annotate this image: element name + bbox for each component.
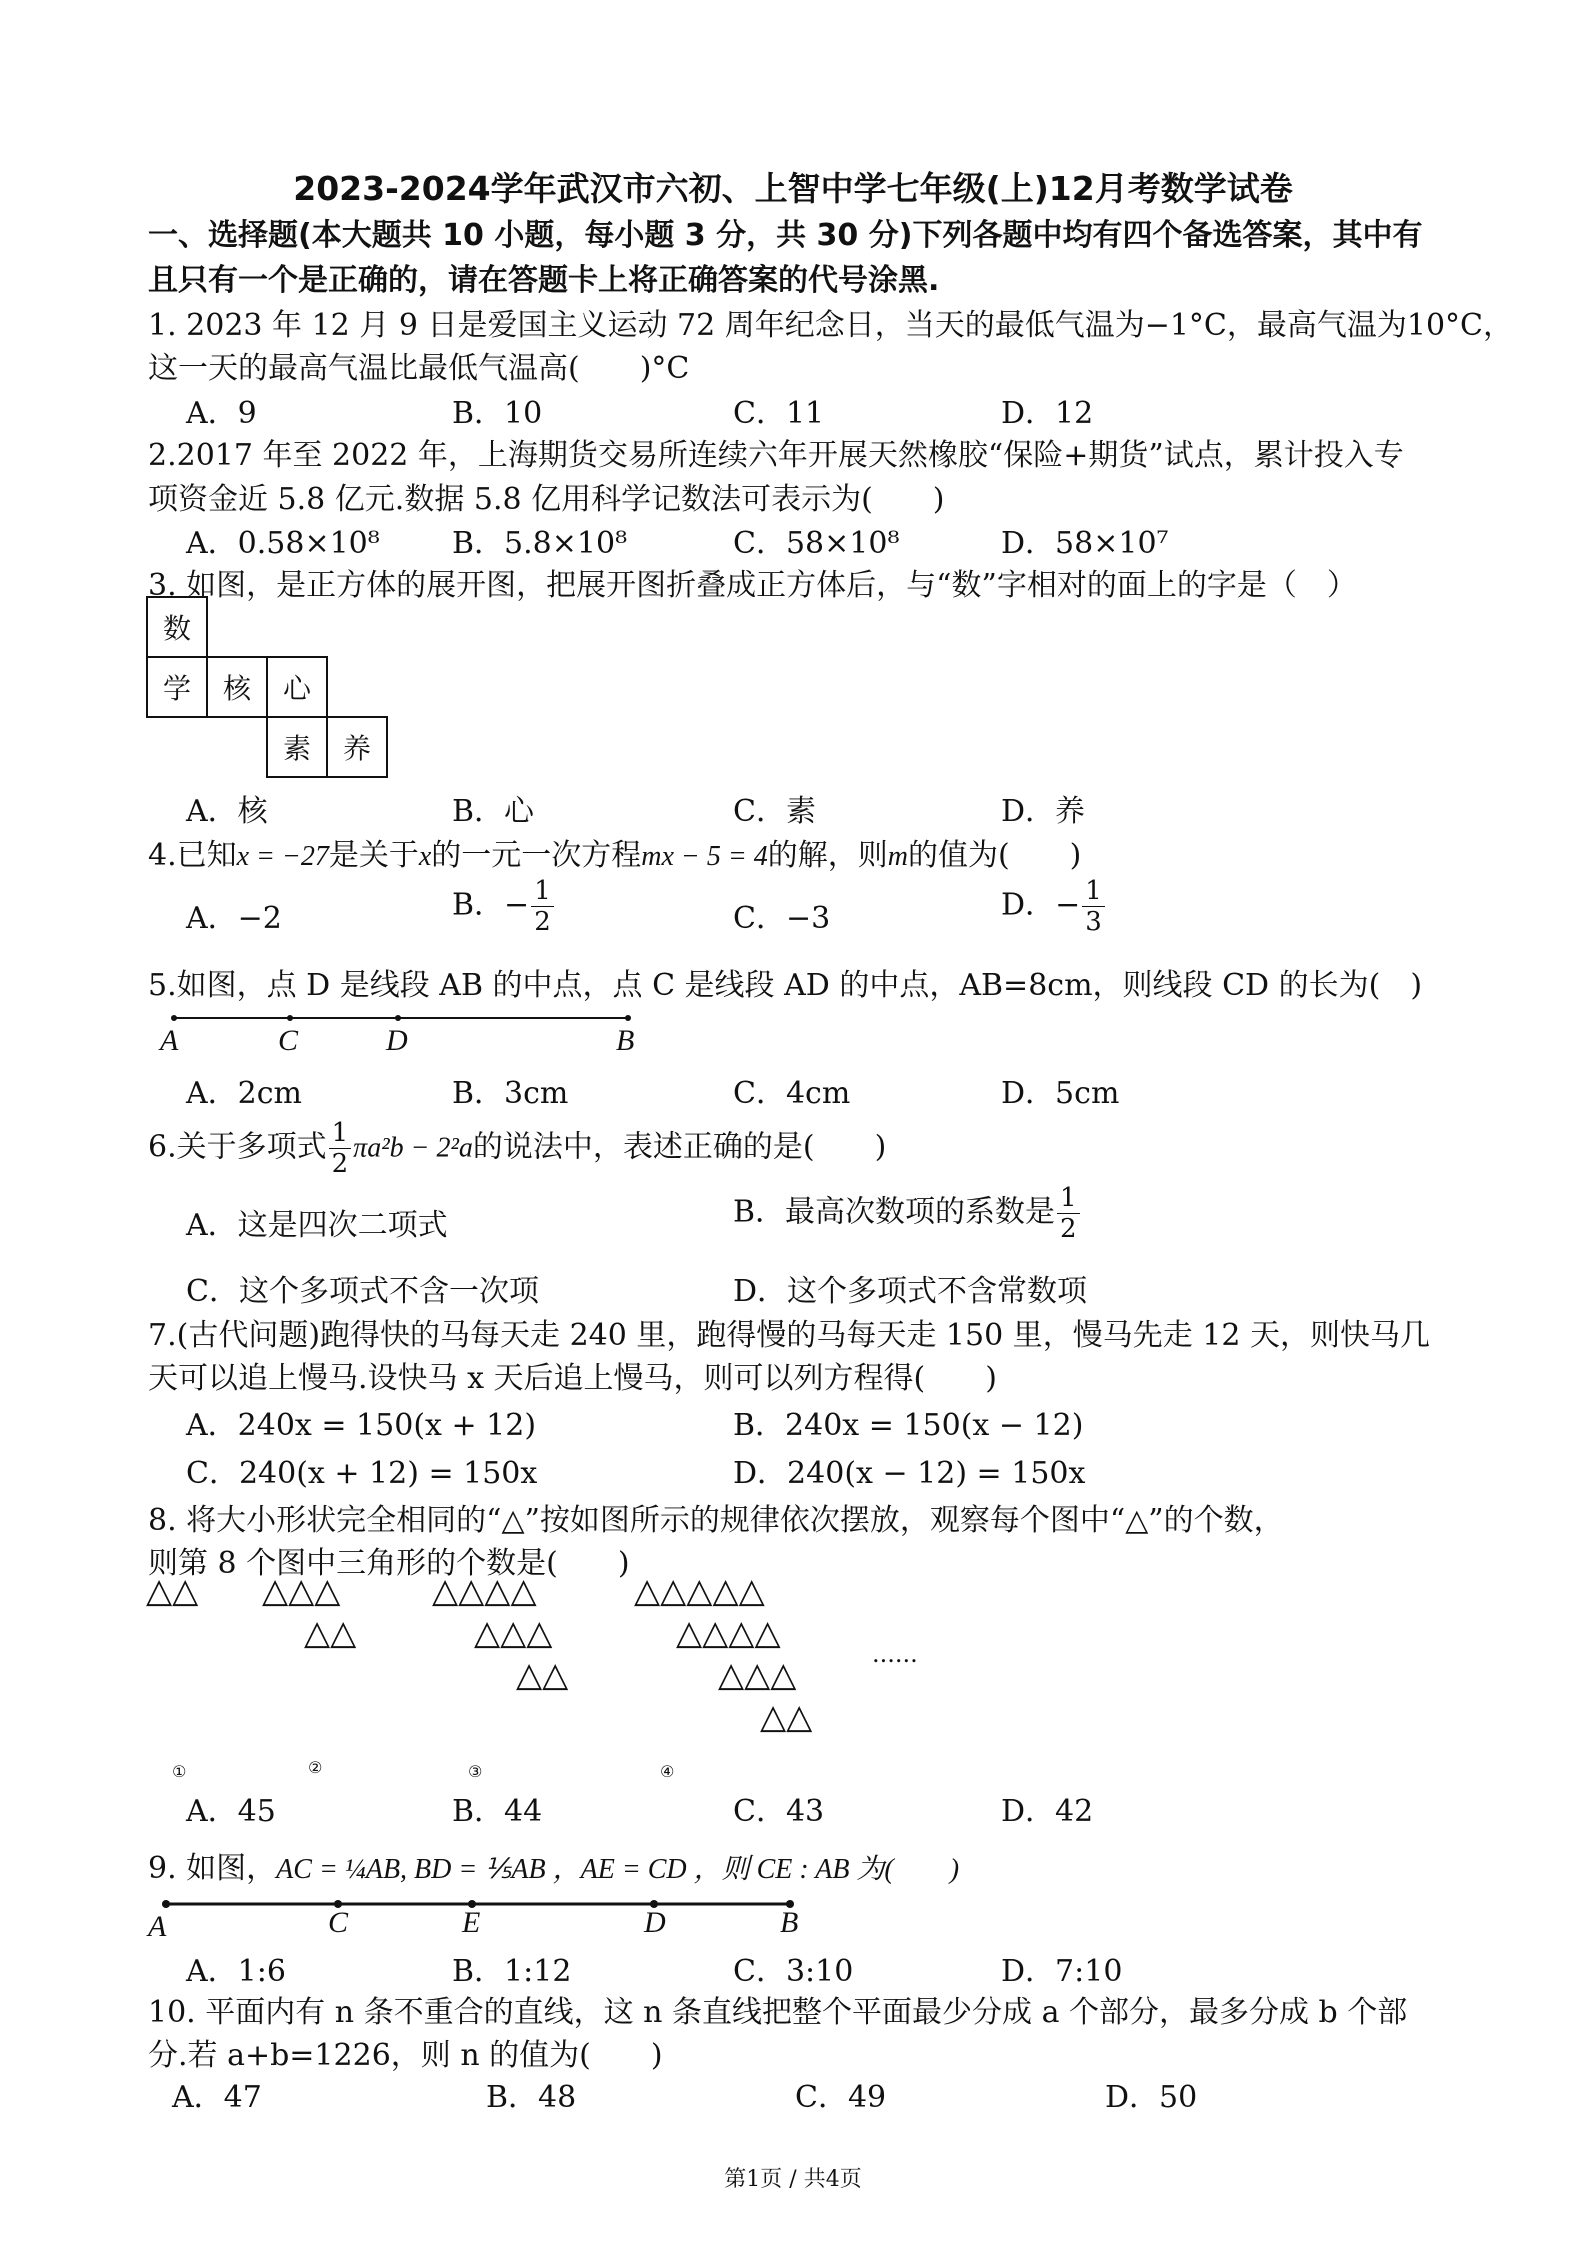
figure-label-3: ③ bbox=[468, 1762, 483, 1781]
q9-option-b: B．1:12 bbox=[452, 1954, 572, 1989]
q7-option-c: C．240(x + 12) = 150x bbox=[186, 1456, 538, 1491]
q6-option-a: A．这是四次二项式 bbox=[186, 1208, 448, 1243]
q9-eq: AC = ¼AB, BD = ⅕AB ，AE = CD ，则 CE : AB 为( ) bbox=[276, 1854, 960, 1885]
q2-option-c: C．58×10⁸ bbox=[733, 526, 900, 561]
q5-point-a: A bbox=[160, 1024, 179, 1057]
net-cell-xue: 学 bbox=[146, 656, 208, 718]
q4-mid2: 的一元一次方程 bbox=[431, 838, 642, 873]
q4-option-b-den: 2 bbox=[534, 907, 551, 937]
q3-option-c: C．素 bbox=[733, 794, 816, 829]
q5-option-a: A．2cm bbox=[186, 1076, 303, 1111]
q10-option-a: A．47 bbox=[172, 2080, 262, 2115]
pattern-ellipsis: ...... bbox=[872, 1640, 918, 1668]
q10-option-c: C．49 bbox=[795, 2080, 887, 2115]
triangle-icon: △△△△ bbox=[432, 1571, 537, 1611]
q9-point-b: B bbox=[780, 1906, 799, 1939]
net-cell-he: 核 bbox=[206, 656, 268, 718]
q6-option-b-label: B．最高次数项的系数是 bbox=[733, 1194, 1056, 1230]
q8-option-a: A．45 bbox=[186, 1794, 276, 1829]
q4-mid3: 的解，则 bbox=[767, 838, 888, 873]
triangle-icon: △△ bbox=[516, 1655, 569, 1695]
figure-label-4: ④ bbox=[660, 1762, 675, 1781]
page-title: 2023-2024学年武汉市六初、上智中学七年级(上)12月考数学试卷 bbox=[293, 169, 1293, 208]
q4-prefix: 4.已知 bbox=[148, 838, 237, 873]
q7-line2: 天可以追上慢马.设快马 x 天后追上慢马，则可以列方程得( ) bbox=[148, 1361, 997, 1396]
q6-option-b bbox=[733, 1183, 1082, 1244]
q8-option-c: C．43 bbox=[733, 1794, 825, 1829]
q2-option-a: A．0.58×10⁸ bbox=[186, 526, 380, 561]
q4-option-c: C．−3 bbox=[733, 901, 831, 936]
q7-option-b: B．240x = 150(x − 12) bbox=[733, 1408, 1084, 1443]
q10-option-d: D．50 bbox=[1105, 2080, 1198, 2115]
q4-eq1: x = −27 bbox=[236, 841, 329, 872]
q9-point-a: A bbox=[148, 1910, 167, 1943]
q6-stem bbox=[148, 1118, 886, 1179]
q1-option-a: A．9 bbox=[186, 396, 257, 431]
q4-option-d-den: 3 bbox=[1085, 907, 1102, 937]
q9-point-e: E bbox=[462, 1906, 481, 1939]
q9-option-c: C．3:10 bbox=[733, 1954, 854, 1989]
q2-option-d: D．58×10⁷ bbox=[1001, 526, 1169, 561]
q4-option-d-sign: − bbox=[1055, 887, 1081, 923]
q4-mid: 是关于 bbox=[328, 838, 419, 873]
q7-option-d: D．240(x − 12) = 150x bbox=[733, 1456, 1086, 1491]
triangle-icon: △△△ bbox=[262, 1571, 341, 1611]
q6-frac-num: 1 bbox=[329, 1118, 352, 1149]
q4-eq2: mx − 5 = 4 bbox=[641, 841, 768, 872]
triangle-icon: △△ bbox=[146, 1571, 199, 1611]
net-cell-xin: 心 bbox=[266, 656, 328, 718]
triangle-icon: △△△ bbox=[718, 1655, 797, 1695]
q8-line1: 8. 将大小形状完全相同的“△”按如图所示的规律依次摆放，观察每个图中“△”的个数， bbox=[148, 1503, 1284, 1538]
triangle-icon: △△△△ bbox=[676, 1613, 781, 1653]
q4-option-d-label: D． bbox=[1001, 887, 1056, 923]
q4-suffix: 的值为( ) bbox=[907, 838, 1082, 873]
section-heading-line1: 一、选择题(本大题共 10 小题，每小题 3 分，共 30 分)下列各题中均有四个备选答案，其中有 bbox=[148, 218, 1423, 253]
q4-var2: m bbox=[887, 841, 908, 872]
q6-frac-den: 2 bbox=[331, 1149, 349, 1179]
triangle-icon: △△ bbox=[760, 1697, 813, 1737]
q6-option-b-den: 2 bbox=[1060, 1214, 1077, 1244]
q9-prefix: 9. 如图， bbox=[148, 1851, 277, 1886]
q5-point-b: B bbox=[616, 1024, 635, 1057]
q7-line1: 7.(古代问题)跑得快的马每天走 240 里，跑得慢的马每天走 150 里，慢马先走 12 天，则快马几 bbox=[148, 1318, 1430, 1353]
q1-option-c: C．11 bbox=[733, 396, 825, 431]
q5-point-c: C bbox=[278, 1024, 299, 1057]
section-heading-line2: 且只有一个是正确的，请在答题卡上将正确答案的代号涂黑. bbox=[148, 263, 940, 298]
q8-option-d: D．42 bbox=[1001, 1794, 1094, 1829]
q6-expr: πa²b − 2²a bbox=[353, 1132, 473, 1164]
q3-line1: 3. 如图，是正方体的展开图，把展开图折叠成正方体后，与“数”字相对的面上的字是（ ） bbox=[148, 568, 1357, 603]
q8-option-b: B．44 bbox=[452, 1794, 543, 1829]
q1-line2: 这一天的最高气温比最低气温高( )°C bbox=[148, 351, 690, 386]
q6-option-c: C．这个多项式不含一次项 bbox=[186, 1274, 539, 1309]
q2-line1: 2.2017 年至 2022 年，上海期货交易所连续六年开展天然橡胶“保险+期货”试点，累计投入专 bbox=[148, 438, 1404, 473]
q4-option-b-num: 1 bbox=[531, 876, 554, 907]
q4-var: x bbox=[418, 841, 432, 872]
net-cell-shu: 数 bbox=[146, 596, 208, 658]
q4-option-b-label: B． bbox=[452, 887, 505, 923]
q3-option-b: B．心 bbox=[452, 794, 535, 829]
q5-option-d: D．5cm bbox=[1001, 1076, 1120, 1111]
q1-line1: 1. 2023 年 12 月 9 日是爱国主义运动 72 周年纪念日，当天的最低气温为−1°C，最高气温为10°C， bbox=[148, 308, 1513, 343]
q10-option-b: B．48 bbox=[486, 2080, 577, 2115]
q5-option-b: B．3cm bbox=[452, 1076, 569, 1111]
triangle-icon: △△ bbox=[304, 1613, 357, 1653]
q9-option-a: A．1:6 bbox=[186, 1954, 286, 1989]
q3-option-d: D．养 bbox=[1001, 794, 1086, 829]
q4-option-d-num: 1 bbox=[1082, 876, 1105, 907]
triangle-icon: △△△△△ bbox=[634, 1571, 765, 1611]
q4-option-b-sign: − bbox=[504, 887, 530, 923]
q6-option-d: D．这个多项式不含常数项 bbox=[733, 1274, 1088, 1309]
page-footer: 第1页 / 共4页 bbox=[724, 2167, 862, 2192]
triangle-icon: △△△ bbox=[474, 1613, 553, 1653]
q2-option-b: B．5.8×10⁸ bbox=[452, 526, 628, 561]
q10-line2: 分.若 a+b=1226，则 n 的值为( ) bbox=[148, 2038, 663, 2073]
q9-point-c: C bbox=[328, 1906, 349, 1939]
net-cell-su: 素 bbox=[266, 716, 328, 778]
q5-point-d: D bbox=[386, 1024, 408, 1057]
q9-stem bbox=[148, 1843, 959, 1887]
q5-line1: 5.如图，点 D 是线段 AB 的中点，点 C 是线段 AD 的中点，AB=8cm，则线段 CD 的长为( ) bbox=[148, 968, 1423, 1003]
q10-line1: 10. 平面内有 n 条不重合的直线，这 n 条直线把整个平面最少分成 a 个部分，最多分成 b 个部 bbox=[148, 1995, 1408, 2030]
q5-option-c: C．4cm bbox=[733, 1076, 851, 1111]
q1-option-d: D．12 bbox=[1001, 396, 1094, 431]
q4-option-a: A．−2 bbox=[186, 901, 282, 936]
q6-option-b-num: 1 bbox=[1057, 1183, 1080, 1214]
q9-segment-figure bbox=[158, 1896, 808, 1916]
q4-option-d bbox=[1001, 876, 1107, 937]
q2-line2: 项资金近 5.8 亿元.数据 5.8 亿用科学记数法可表示为( ) bbox=[148, 482, 945, 517]
q7-option-a: A．240x = 150(x + 12) bbox=[186, 1408, 537, 1443]
figure-label-2: ② bbox=[308, 1758, 323, 1777]
q1-option-b: B．10 bbox=[452, 396, 543, 431]
figure-label-1: ① bbox=[172, 1762, 187, 1781]
q8-line2: 则第 8 个图中三角形的个数是( ) bbox=[148, 1546, 630, 1581]
q4-stem bbox=[148, 830, 1081, 874]
q3-option-a: A．核 bbox=[186, 794, 268, 829]
q9-point-d: D bbox=[644, 1906, 666, 1939]
q9-option-d: D．7:10 bbox=[1001, 1954, 1123, 1989]
q6-suffix: 的说法中，表述正确的是( ) bbox=[472, 1129, 887, 1165]
q4-option-b bbox=[452, 876, 556, 937]
q6-prefix: 6.关于多项式 bbox=[148, 1129, 327, 1165]
net-cell-yang: 养 bbox=[326, 716, 388, 778]
